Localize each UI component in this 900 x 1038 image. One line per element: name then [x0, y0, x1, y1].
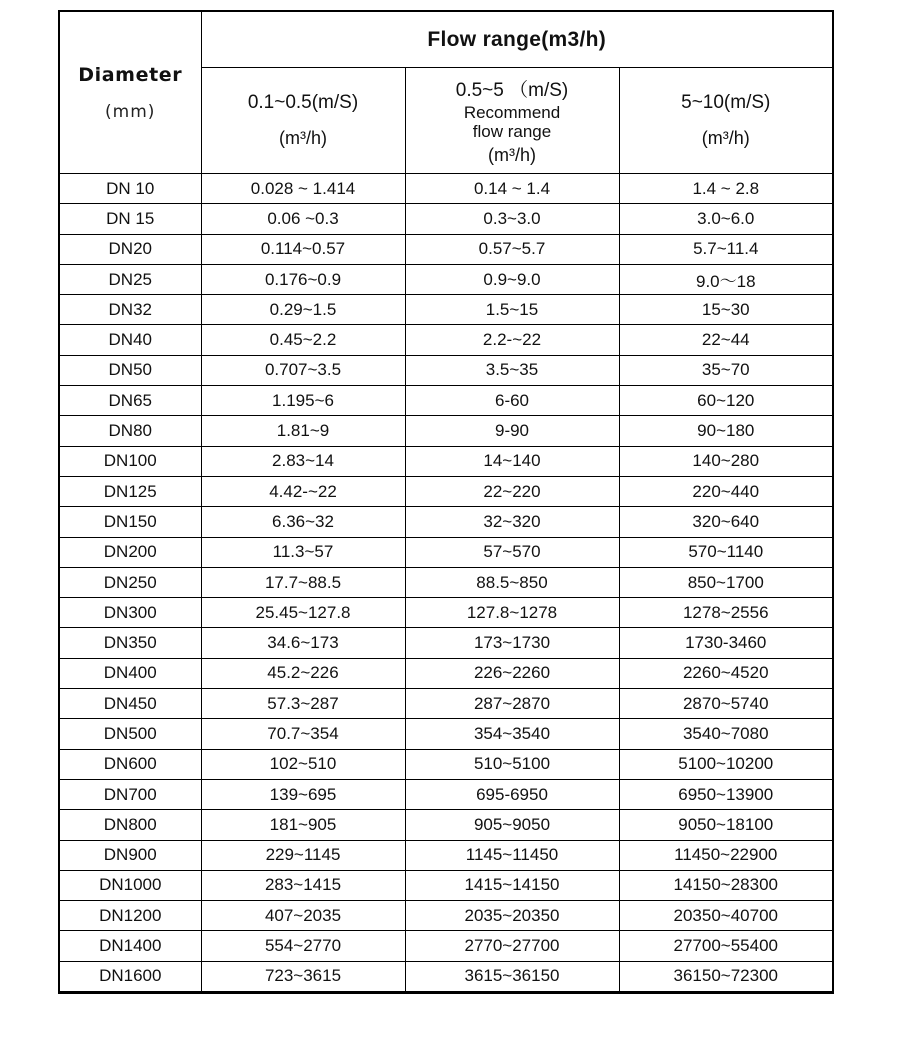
col-header-recommend-velocity	[405, 68, 619, 174]
flow-value-cell: 45.2~226	[201, 658, 405, 688]
flow-value-cell: 1145~11450	[405, 840, 619, 870]
flow-value-cell: 6-60	[405, 386, 619, 416]
flow-value-cell: 36150~72300	[619, 961, 833, 992]
flow-value-cell: 0.707~3.5	[201, 355, 405, 385]
table-row	[59, 658, 833, 688]
col-header-high-velocity	[619, 68, 833, 174]
diameter-value-cell: DN100	[59, 446, 201, 476]
flow-value-cell: 1278~2556	[619, 598, 833, 628]
col-header-recommend-unit: (m³/h)	[488, 144, 536, 165]
table-row	[59, 446, 833, 476]
flow-value-cell: 2035~20350	[405, 901, 619, 931]
flow-value-cell: 4.42-~22	[201, 476, 405, 506]
diameter-value-cell: DN1400	[59, 931, 201, 961]
flow-value-cell: 9050~18100	[619, 810, 833, 840]
flow-value-cell: 57~570	[405, 537, 619, 567]
flow-range-table	[58, 10, 834, 994]
flow-value-cell: 6950~13900	[619, 779, 833, 809]
flow-value-cell: 570~1140	[619, 537, 833, 567]
diameter-value-cell: DN200	[59, 537, 201, 567]
header-row-top	[59, 11, 833, 68]
diameter-value-cell: DN150	[59, 507, 201, 537]
flow-value-cell: 20350~40700	[619, 901, 833, 931]
table-row	[59, 204, 833, 234]
flow-value-cell: 3.0~6.0	[619, 204, 833, 234]
diameter-value-cell: DN 10	[59, 174, 201, 204]
table-row	[59, 295, 833, 325]
flow-value-cell: 226~2260	[405, 658, 619, 688]
table-row	[59, 749, 833, 779]
flow-value-cell: 1.4 ~ 2.8	[619, 174, 833, 204]
flow-value-cell: 9-90	[405, 416, 619, 446]
diameter-value-cell: DN1200	[59, 901, 201, 931]
flow-value-cell: 9.0～18	[619, 264, 833, 294]
diameter-value-cell: DN1600	[59, 961, 201, 992]
flow-value-cell: 17.7~88.5	[201, 567, 405, 597]
table-row	[59, 689, 833, 719]
flow-value-cell: 1.81~9	[201, 416, 405, 446]
flow-value-cell: 0.028 ~ 1.414	[201, 174, 405, 204]
flow-value-cell: 723~3615	[201, 961, 405, 992]
diameter-value-cell: DN300	[59, 598, 201, 628]
flow-value-cell: 127.8~1278	[405, 598, 619, 628]
diameter-header-unit: (mm)	[105, 101, 156, 122]
flow-value-cell: 25.45~127.8	[201, 598, 405, 628]
flow-value-cell: 3540~7080	[619, 719, 833, 749]
diameter-header-label: Diameter	[78, 63, 183, 86]
table-row	[59, 931, 833, 961]
flow-value-cell: 220~440	[619, 476, 833, 506]
flow-value-cell: 2770~27700	[405, 931, 619, 961]
diameter-value-cell: DN20	[59, 234, 201, 264]
flow-value-cell: 695-6950	[405, 779, 619, 809]
table-row	[59, 476, 833, 506]
flow-value-cell: 173~1730	[405, 628, 619, 658]
diameter-value-cell: DN250	[59, 567, 201, 597]
flow-value-cell: 34.6~173	[201, 628, 405, 658]
flow-value-cell: 14~140	[405, 446, 619, 476]
table-body	[59, 174, 833, 993]
flow-value-cell: 2.2-~22	[405, 325, 619, 355]
flow-value-cell: 11.3~57	[201, 537, 405, 567]
flow-value-cell: 0.3~3.0	[405, 204, 619, 234]
flow-value-cell: 1.5~15	[405, 295, 619, 325]
table-row	[59, 537, 833, 567]
flow-value-cell: 140~280	[619, 446, 833, 476]
flow-value-cell: 283~1415	[201, 870, 405, 900]
table-row	[59, 901, 833, 931]
diameter-value-cell: DN800	[59, 810, 201, 840]
flow-range-header: Flow range(m3/h)	[201, 11, 833, 68]
flow-value-cell: 1730-3460	[619, 628, 833, 658]
flow-value-cell: 0.176~0.9	[201, 264, 405, 294]
flow-value-cell: 27700~55400	[619, 931, 833, 961]
flow-value-cell: 2870~5740	[619, 689, 833, 719]
diameter-value-cell: DN65	[59, 386, 201, 416]
table-row	[59, 174, 833, 204]
table-row	[59, 779, 833, 809]
diameter-value-cell: DN1000	[59, 870, 201, 900]
table-row	[59, 840, 833, 870]
table-row	[59, 961, 833, 992]
flow-value-cell: 88.5~850	[405, 567, 619, 597]
flow-value-cell: 3615~36150	[405, 961, 619, 992]
flow-value-cell: 3.5~35	[405, 355, 619, 385]
flow-value-cell: 0.29~1.5	[201, 295, 405, 325]
flow-value-cell: 1415~14150	[405, 870, 619, 900]
table-row	[59, 264, 833, 294]
table-row	[59, 719, 833, 749]
flow-value-cell: 0.06 ~0.3	[201, 204, 405, 234]
flow-value-cell: 2.83~14	[201, 446, 405, 476]
col-header-recommend-word1: Recommend	[463, 103, 561, 123]
col-header-low-range: 0.1~0.5(m/S)	[247, 92, 359, 113]
flow-value-cell: 0.45~2.2	[201, 325, 405, 355]
flow-value-cell: 15~30	[619, 295, 833, 325]
table-row	[59, 355, 833, 385]
flow-value-cell: 5100~10200	[619, 749, 833, 779]
flow-value-cell: 2260~4520	[619, 658, 833, 688]
flow-value-cell: 407~2035	[201, 901, 405, 931]
flow-value-cell: 6.36~32	[201, 507, 405, 537]
table-row	[59, 598, 833, 628]
col-header-high-unit: (m³/h)	[701, 128, 750, 148]
diameter-value-cell: DN600	[59, 749, 201, 779]
diameter-value-cell: DN500	[59, 719, 201, 749]
flow-value-cell: 0.57~5.7	[405, 234, 619, 264]
flow-value-cell: 0.14 ~ 1.4	[405, 174, 619, 204]
col-header-low-velocity	[201, 68, 405, 174]
table-row	[59, 870, 833, 900]
flow-value-cell: 14150~28300	[619, 870, 833, 900]
table-row	[59, 507, 833, 537]
flow-value-cell: 0.9~9.0	[405, 264, 619, 294]
flow-value-cell: 850~1700	[619, 567, 833, 597]
flow-value-cell: 354~3540	[405, 719, 619, 749]
col-header-high-range: 5~10(m/S)	[681, 92, 771, 113]
flow-value-cell: 22~220	[405, 476, 619, 506]
diameter-value-cell: DN50	[59, 355, 201, 385]
diameter-value-cell: DN700	[59, 779, 201, 809]
flow-value-cell: 35~70	[619, 355, 833, 385]
flow-value-cell: 57.3~287	[201, 689, 405, 719]
col-header-low-unit: (m³/h)	[279, 128, 327, 148]
col-header-recommend-word2: flow range	[472, 121, 552, 141]
col-header-recommend-range: 0.5~5 （m/S)	[455, 80, 569, 102]
flow-value-cell: 90~180	[619, 416, 833, 446]
table-row	[59, 234, 833, 264]
table-row	[59, 810, 833, 840]
table-row	[59, 416, 833, 446]
flow-value-cell: 102~510	[201, 749, 405, 779]
flow-value-cell: 905~9050	[405, 810, 619, 840]
flow-value-cell: 1.195~6	[201, 386, 405, 416]
diameter-header-cell	[59, 11, 201, 174]
table-row	[59, 628, 833, 658]
flow-value-cell: 139~695	[201, 779, 405, 809]
flow-value-cell: 11450~22900	[619, 840, 833, 870]
flow-value-cell: 554~2770	[201, 931, 405, 961]
flow-value-cell: 32~320	[405, 507, 619, 537]
diameter-value-cell: DN125	[59, 476, 201, 506]
flow-value-cell: 5.7~11.4	[619, 234, 833, 264]
diameter-value-cell: DN900	[59, 840, 201, 870]
flow-value-cell: 22~44	[619, 325, 833, 355]
flow-value-cell: 181~905	[201, 810, 405, 840]
diameter-value-cell: DN400	[59, 658, 201, 688]
flow-value-cell: 0.114~0.57	[201, 234, 405, 264]
flow-value-cell: 70.7~354	[201, 719, 405, 749]
flow-value-cell: 60~120	[619, 386, 833, 416]
flow-value-cell: 229~1145	[201, 840, 405, 870]
diameter-value-cell: DN 15	[59, 204, 201, 234]
table-row	[59, 386, 833, 416]
flow-value-cell: 287~2870	[405, 689, 619, 719]
diameter-value-cell: DN450	[59, 689, 201, 719]
diameter-value-cell: DN40	[59, 325, 201, 355]
table-row	[59, 325, 833, 355]
diameter-value-cell: DN25	[59, 264, 201, 294]
diameter-value-cell: DN80	[59, 416, 201, 446]
flow-value-cell: 320~640	[619, 507, 833, 537]
table-row	[59, 567, 833, 597]
flow-value-cell: 510~5100	[405, 749, 619, 779]
diameter-value-cell: DN32	[59, 295, 201, 325]
diameter-value-cell: DN350	[59, 628, 201, 658]
